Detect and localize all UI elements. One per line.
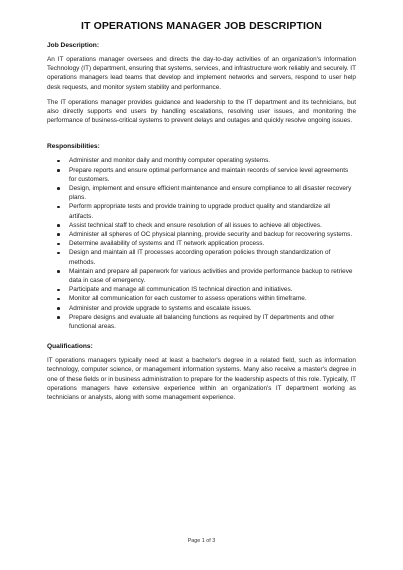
list-item: Participate and manage all communication IS technical direction and initiatives. [57,285,356,294]
responsibilities-heading: Responsibilities: [47,143,100,151]
job-description-paragraph: The IT operations manager provides guidance and leadership to the IT department and its technicians, but also directly supports end users by handling escalations, resolving user issues, and monitoring the performance of business-critical systems to prevent delays and outages and quickly resolve ongoing issues. [47,98,356,125]
qualifications-paragraph: IT operations managers typically need at least a bachelor's degree in a related field, such as information technology, computer science, or management information systems. Many also receive a master's degree in one of these fields or in business administration to prepare for the leadership aspects of this role. Typically, IT operations managers have extensive experience within an organization's IT department working as technicians or analysts, along with some management experience. [47,357,356,402]
document-title: IT OPERATIONS MANAGER JOB DESCRIPTION [81,20,322,32]
list-item: Monitor all communication for each customer to assess operations within timeframe. [57,294,356,303]
list-item: Design, implement and ensure efficient maintenance and ensure compliance to all disaster recovery plans. [57,184,356,202]
list-item: Prepare designs and evaluate all balancing functions as required by IT departments and other functional areas. [57,313,356,331]
list-item: Administer all spheres of OC physical planning, provide security and backup for recovering systems. [57,230,356,239]
list-item: Assist technical staff to check and ensure resolution of all issues to achieve all objectives. [57,221,356,230]
qualifications-heading: Qualifications: [47,343,93,351]
list-item: Maintain and prepare all paperwork for various activities and provide performance backup to retrieve data in case of emergency. [57,267,356,285]
job-description-heading: Job Description: [47,42,100,49]
responsibilities-list [57,156,356,331]
list-item: Design and maintain all IT processes according operation policies through standardization of methods. [57,248,356,266]
list-item: Prepare reports and ensure optimal performance and maintain records of service level agreements for customers. [57,166,356,184]
job-description-paragraph: An IT operations manager oversees and directs the day-to-day activities of an organization's Information Technology (IT) department, ensuring that systems, services, and infrastructure work reliably and securely. IT operations managers lead teams that develop and implement networks and servers, respond to user help desk requests, and monitor system stability and performance. [47,56,356,91]
list-item: Perform appropriate tests and provide training to upgrade product quality and standardize all artifacts. [57,202,356,220]
list-item: Determine availability of systems and IT network application process. [57,239,356,248]
list-item: Administer and monitor daily and monthly computer operating systems. [57,156,356,165]
list-item: Administer and provide upgrade to systems and escalate issues. [57,304,356,313]
page-number: Page 1 of 3 [187,538,216,544]
